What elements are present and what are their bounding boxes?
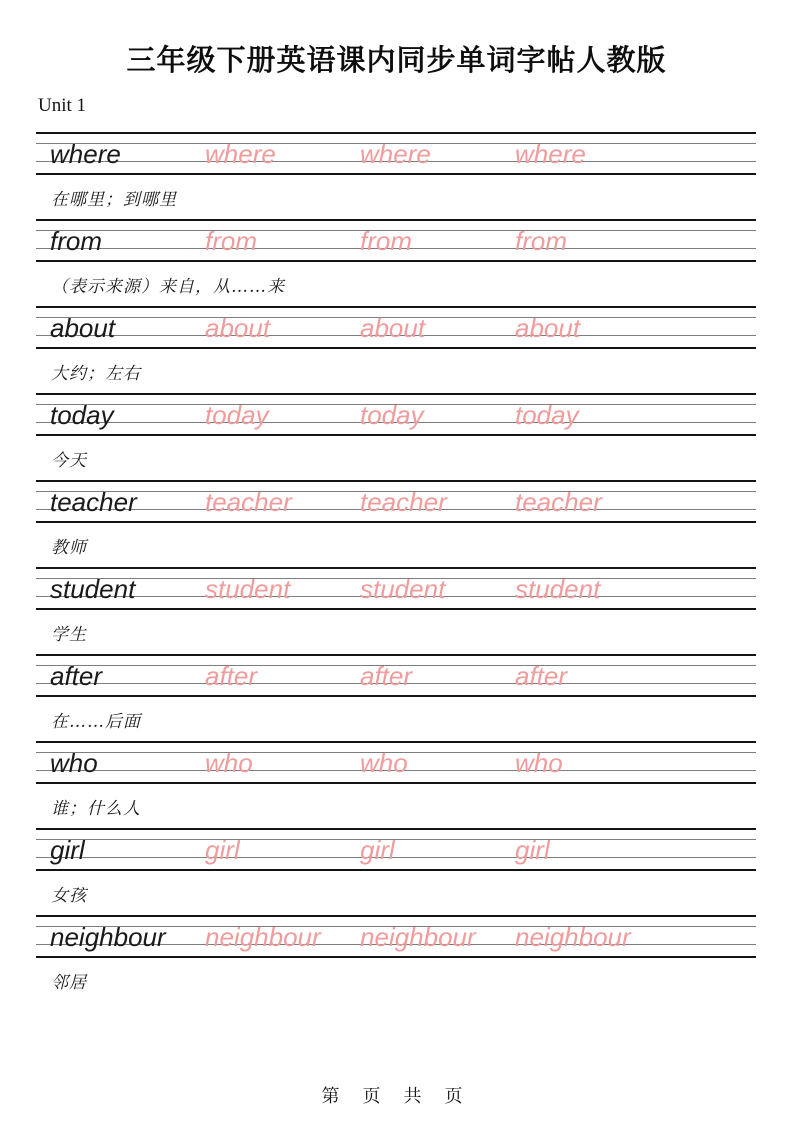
meaning-text: 在……后面	[51, 711, 141, 732]
handwriting-guide-row	[36, 741, 756, 784]
meaning-text: 学生	[51, 624, 87, 645]
word-model: from	[50, 226, 102, 256]
meaning-text: （表示来源）来自，从……来	[51, 276, 285, 297]
word-model: where	[50, 139, 121, 169]
word-trace: today	[360, 400, 424, 430]
unit-label: Unit 1	[38, 95, 87, 116]
word-trace: teacher	[205, 487, 292, 517]
word-trace: where	[360, 139, 431, 169]
word-trace: who	[205, 748, 253, 778]
guide-line-top	[36, 828, 756, 830]
word-entry	[36, 219, 756, 306]
word-trace: girl	[205, 835, 240, 865]
word-trace: about	[515, 313, 581, 343]
word-trace: today	[205, 400, 269, 430]
word-model: today	[50, 400, 114, 430]
word-trace: student	[360, 574, 446, 604]
word-trace: from	[515, 226, 567, 256]
word-model: student	[50, 574, 136, 604]
word-entry	[36, 480, 756, 567]
handwriting-guide-row	[36, 132, 756, 175]
word-trace: about	[205, 313, 271, 343]
page-footer: 第 页 共 页	[321, 1086, 472, 1106]
meaning-text: 大约；左右	[51, 363, 141, 384]
word-entry	[36, 306, 756, 393]
word-trace: neighbour	[205, 922, 321, 952]
word-trace: girl	[360, 835, 395, 865]
word-trace: from	[205, 226, 257, 256]
word-trace: from	[360, 226, 412, 256]
meaning-text: 今天	[51, 450, 87, 471]
handwriting-guide-row	[36, 828, 756, 871]
page-title: 三年级下册英语课内同步单词字帖人教版	[126, 45, 667, 77]
meaning-text: 邻居	[51, 972, 87, 993]
word-trace: teacher	[360, 487, 447, 517]
meaning-text: 谁；什么人	[51, 798, 141, 819]
word-entry	[36, 393, 756, 480]
handwriting-guide-row	[36, 915, 756, 958]
word-trace: neighbour	[515, 922, 631, 952]
handwriting-guide-row	[36, 567, 756, 610]
word-trace: where	[205, 139, 276, 169]
word-trace: student	[205, 574, 291, 604]
word-trace: after	[360, 661, 413, 691]
word-trace: who	[515, 748, 563, 778]
word-trace: about	[360, 313, 426, 343]
handwriting-guide-row	[36, 480, 756, 523]
word-model: after	[50, 661, 103, 691]
meaning-text: 教师	[51, 537, 87, 558]
word-model: about	[50, 313, 116, 343]
word-trace: who	[360, 748, 408, 778]
word-entry	[36, 915, 756, 1002]
meaning-text: 女孩	[51, 885, 87, 906]
guide-line-xheight	[36, 839, 756, 840]
handwriting-guide-row	[36, 393, 756, 436]
word-trace: after	[205, 661, 258, 691]
meaning-text: 在哪里；到哪里	[51, 189, 177, 210]
word-model: girl	[50, 835, 85, 865]
word-model: teacher	[50, 487, 137, 517]
word-entry	[36, 741, 756, 828]
word-trace: teacher	[515, 487, 602, 517]
word-entry	[36, 567, 756, 654]
word-entry	[36, 654, 756, 741]
word-trace: neighbour	[360, 922, 476, 952]
handwriting-guide-row	[36, 219, 756, 262]
handwriting-guide-row	[36, 654, 756, 697]
word-model: who	[50, 748, 98, 778]
word-trace: today	[515, 400, 579, 430]
word-trace: after	[515, 661, 568, 691]
guide-line-baseline	[36, 857, 756, 858]
word-entry	[36, 828, 756, 915]
handwriting-guide-row	[36, 306, 756, 349]
word-trace: student	[515, 574, 601, 604]
word-entry	[36, 132, 756, 219]
word-trace: where	[515, 139, 586, 169]
word-model: neighbour	[50, 922, 166, 952]
word-trace: girl	[515, 835, 550, 865]
guide-line-bottom	[36, 869, 756, 871]
word-list	[36, 132, 756, 1002]
